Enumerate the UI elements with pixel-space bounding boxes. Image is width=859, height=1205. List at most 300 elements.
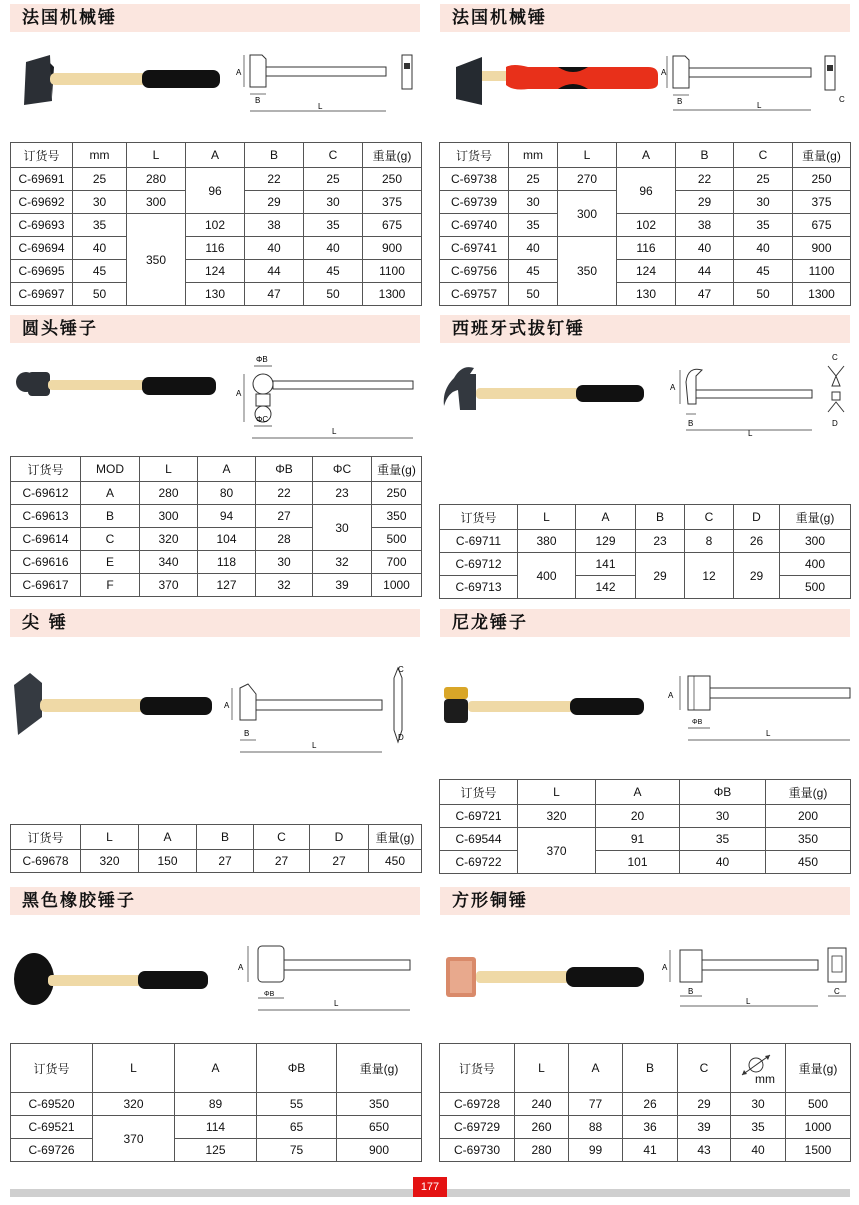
table-row <box>440 1139 851 1162</box>
cell: 35 <box>73 214 127 237</box>
cell: 900 <box>793 237 851 260</box>
table-row <box>11 1139 422 1162</box>
cell: 25 <box>734 168 793 191</box>
cell: 39 <box>313 574 372 597</box>
cell: 47 <box>245 283 304 306</box>
section-title-french-machinist-hammer-2: 法国机械锤 <box>440 4 850 32</box>
cell: 25 <box>509 168 558 191</box>
cell: 300 <box>780 530 851 553</box>
col-header: 订货号 <box>440 143 509 168</box>
col-header: B <box>676 143 734 168</box>
cell: 700 <box>372 551 422 574</box>
cell: C-69730 <box>440 1139 515 1162</box>
col-header: mm <box>509 143 558 168</box>
cell: 26 <box>734 530 780 553</box>
spec-table <box>10 824 422 873</box>
cell: C-69520 <box>11 1093 93 1116</box>
spec-table <box>439 1043 851 1162</box>
hammer-photo <box>440 675 650 735</box>
cell: 102 <box>617 214 676 237</box>
col-header: L <box>127 143 186 168</box>
dim-label: B <box>255 96 261 105</box>
cell: 25 <box>73 168 127 191</box>
cell: C-69695 <box>11 260 73 283</box>
col-header: A <box>175 1044 257 1093</box>
cell: 20 <box>596 805 680 828</box>
col-header: 重量(g) <box>363 143 422 168</box>
col-header: ΦB <box>257 1044 337 1093</box>
table-row <box>11 168 422 191</box>
dim-label: L <box>757 101 762 110</box>
cell: C-69726 <box>11 1139 93 1162</box>
col-header: C <box>678 1044 731 1093</box>
cell: 30 <box>256 551 313 574</box>
col-header: L <box>93 1044 175 1093</box>
cell: 89 <box>175 1093 257 1116</box>
dim-label: L <box>746 997 751 1006</box>
col-header: ΦB <box>680 780 766 805</box>
cell: 370 <box>518 828 596 874</box>
col-header: 重量(g) <box>337 1044 422 1093</box>
cell: C-69729 <box>440 1116 515 1139</box>
cell: 45 <box>304 260 363 283</box>
cell: 29 <box>678 1093 731 1116</box>
cell: 44 <box>245 260 304 283</box>
cell: 55 <box>257 1093 337 1116</box>
col-header: B <box>197 825 254 850</box>
cell: 91 <box>596 828 680 851</box>
table-row <box>440 260 851 283</box>
spec-table <box>10 456 422 597</box>
cell: C-69544 <box>440 828 518 851</box>
cell: 125 <box>175 1139 257 1162</box>
dim-label: B <box>688 419 694 428</box>
cell: 260 <box>515 1116 569 1139</box>
table-row <box>11 283 422 306</box>
cell: 50 <box>734 283 793 306</box>
cell: 101 <box>596 851 680 874</box>
cell: 320 <box>518 805 596 828</box>
col-header: mm <box>73 143 127 168</box>
cell: 40 <box>73 237 127 260</box>
spec-table <box>439 142 851 306</box>
cell: 36 <box>623 1116 678 1139</box>
cell: C-69739 <box>440 191 509 214</box>
dim-label: B <box>677 97 683 106</box>
dim-label: A <box>224 701 230 710</box>
section-title-nylon-hammer: 尼龙锤子 <box>440 609 850 637</box>
table-row <box>440 805 851 828</box>
col-header: A <box>596 780 680 805</box>
cell: C-69756 <box>440 260 509 283</box>
cell: 320 <box>81 850 139 873</box>
cell: 30 <box>304 191 363 214</box>
hammer-photo <box>10 45 225 125</box>
dim-label: ΦB <box>264 991 275 998</box>
dim-label: ΦB <box>692 719 703 726</box>
cell: 77 <box>569 1093 623 1116</box>
cell: 370 <box>140 574 198 597</box>
cell: 500 <box>786 1093 851 1116</box>
dim-label: A <box>661 68 667 77</box>
table-row <box>11 850 422 873</box>
col-header-unit: mm <box>755 1072 775 1086</box>
table-row <box>11 260 422 283</box>
cell: 116 <box>186 237 245 260</box>
spec-table <box>10 1043 422 1162</box>
cell: 1500 <box>786 1139 851 1162</box>
cell: 40 <box>680 851 766 874</box>
cell: 30 <box>731 1093 786 1116</box>
cell: 250 <box>363 168 422 191</box>
cell: 29 <box>245 191 304 214</box>
cell: C-69697 <box>11 283 73 306</box>
col-header: C <box>685 505 734 530</box>
table-row <box>440 237 851 260</box>
cell: 141 <box>576 553 636 576</box>
table-row <box>11 1116 422 1139</box>
dim-label: B <box>688 987 694 996</box>
col-header: 订货号 <box>440 505 518 530</box>
cell: C-69712 <box>440 553 518 576</box>
col-header: 重量(g) <box>793 143 851 168</box>
cell: 114 <box>175 1116 257 1139</box>
dim-label: B <box>244 729 250 738</box>
cell: 350 <box>558 237 617 306</box>
section-title-square-copper-hammer: 方形铜锤 <box>440 887 850 915</box>
table-row <box>11 1093 422 1116</box>
col-header: 订货号 <box>11 825 81 850</box>
cell: 30 <box>313 505 372 551</box>
cell: 240 <box>515 1093 569 1116</box>
col-header: 订货号 <box>440 780 518 805</box>
cell: 29 <box>676 191 734 214</box>
cell: B <box>81 505 140 528</box>
cell: 40 <box>304 237 363 260</box>
cell: 130 <box>617 283 676 306</box>
spec-table <box>439 504 851 599</box>
cell: 94 <box>198 505 256 528</box>
cell: 350 <box>766 828 851 851</box>
table-header-row <box>440 143 851 168</box>
cell: 28 <box>256 528 313 551</box>
cell: 32 <box>256 574 313 597</box>
cell: 29 <box>734 553 780 599</box>
dim-label: L <box>312 741 317 750</box>
col-header: C <box>734 143 793 168</box>
cell: C-69616 <box>11 551 81 574</box>
cell: 400 <box>780 553 851 576</box>
table-header-row <box>11 1044 422 1093</box>
col-header: L <box>515 1044 569 1093</box>
cell: 375 <box>363 191 422 214</box>
cell: 30 <box>509 191 558 214</box>
table-row <box>440 851 851 874</box>
dim-label: ΦC <box>256 415 269 424</box>
col-header: L <box>518 505 576 530</box>
cell: 80 <box>198 482 256 505</box>
cell: 40 <box>731 1139 786 1162</box>
cell: 1300 <box>793 283 851 306</box>
cell: 39 <box>678 1116 731 1139</box>
col-header: L <box>558 143 617 168</box>
cell: 30 <box>734 191 793 214</box>
col-header: A <box>576 505 636 530</box>
spec-table <box>439 779 851 874</box>
cell: 40 <box>676 237 734 260</box>
cell: 27 <box>256 505 313 528</box>
cell: C-69678 <box>11 850 81 873</box>
cell: 375 <box>793 191 851 214</box>
dimension-drawing <box>232 45 422 120</box>
cell: C-69614 <box>11 528 81 551</box>
table-row <box>440 828 851 851</box>
cell: 45 <box>73 260 127 283</box>
cell: C-69692 <box>11 191 73 214</box>
cell: 280 <box>140 482 198 505</box>
cell: 340 <box>140 551 198 574</box>
dim-label: A <box>662 963 668 972</box>
cell: 50 <box>73 283 127 306</box>
cell: C-69694 <box>11 237 73 260</box>
dimension-drawing <box>660 940 852 1014</box>
table-header-row <box>440 505 851 530</box>
cell: 12 <box>685 553 734 599</box>
cell: C-69740 <box>440 214 509 237</box>
col-header: A <box>617 143 676 168</box>
cell: 900 <box>363 237 422 260</box>
cell: 142 <box>576 576 636 599</box>
cell: 38 <box>245 214 304 237</box>
cell: C-69521 <box>11 1116 93 1139</box>
cell: 27 <box>310 850 369 873</box>
cell: 75 <box>257 1139 337 1162</box>
cell: 96 <box>617 168 676 214</box>
cell: 320 <box>93 1093 175 1116</box>
cell: 675 <box>363 214 422 237</box>
cell: C-69757 <box>440 283 509 306</box>
cell: C-69713 <box>440 576 518 599</box>
cell: 900 <box>337 1139 422 1162</box>
cell: 129 <box>576 530 636 553</box>
cell: C-69612 <box>11 482 81 505</box>
table-row <box>440 553 851 576</box>
section-title-ball-peen-hammer: 圆头锤子 <box>10 315 420 343</box>
cell: C-69691 <box>11 168 73 191</box>
col-header: D <box>734 505 780 530</box>
cell: 35 <box>680 828 766 851</box>
cell: 22 <box>256 482 313 505</box>
cell: 22 <box>676 168 734 191</box>
dim-label: L <box>766 729 771 738</box>
cell: 500 <box>780 576 851 599</box>
cell: 44 <box>676 260 734 283</box>
cell: 118 <box>198 551 256 574</box>
cell: 27 <box>254 850 310 873</box>
col-header: 重量(g) <box>780 505 851 530</box>
cell: 250 <box>372 482 422 505</box>
col-header: ΦC <box>313 457 372 482</box>
table-row <box>11 237 422 260</box>
cell: A <box>81 482 140 505</box>
col-header: 订货号 <box>440 1044 515 1093</box>
cell: 150 <box>139 850 197 873</box>
cell: 32 <box>313 551 372 574</box>
cell: 45 <box>509 260 558 283</box>
cell: 650 <box>337 1116 422 1139</box>
col-header: L <box>518 780 596 805</box>
cell: 41 <box>623 1139 678 1162</box>
dim-label: A <box>236 68 242 77</box>
cell: 45 <box>734 260 793 283</box>
cell: 450 <box>766 851 851 874</box>
cell: 300 <box>127 191 186 214</box>
col-header: 重量(g) <box>369 825 422 850</box>
cell: 350 <box>337 1093 422 1116</box>
section-title-spanish-claw-hammer: 西班牙式拔钉锤 <box>440 315 850 343</box>
cell: 300 <box>140 505 198 528</box>
cell: 35 <box>734 214 793 237</box>
page-number: 177 <box>413 1177 447 1197</box>
cell: C-69693 <box>11 214 73 237</box>
col-header: A <box>139 825 197 850</box>
col-header: B <box>245 143 304 168</box>
cell: 50 <box>509 283 558 306</box>
dimension-drawing <box>224 660 422 756</box>
cell: 40 <box>509 237 558 260</box>
cell: 27 <box>197 850 254 873</box>
col-header: 订货号 <box>11 457 81 482</box>
hammer-photo <box>440 945 650 1015</box>
table-row <box>11 505 422 528</box>
cell: C-69728 <box>440 1093 515 1116</box>
col-header: C <box>304 143 363 168</box>
hammer-photo <box>10 665 220 745</box>
cell: 370 <box>93 1116 175 1162</box>
dim-label: A <box>236 389 242 398</box>
col-header: 订货号 <box>11 1044 93 1093</box>
table-row <box>11 214 422 237</box>
cell: 300 <box>558 191 617 237</box>
cell: 50 <box>304 283 363 306</box>
cell: 400 <box>518 553 576 599</box>
cell: 35 <box>731 1116 786 1139</box>
cell: 65 <box>257 1116 337 1139</box>
dim-label: C <box>839 95 845 104</box>
cell: 675 <box>793 214 851 237</box>
cell: 250 <box>793 168 851 191</box>
cell: 23 <box>313 482 372 505</box>
col-header: B <box>636 505 685 530</box>
cell: 99 <box>569 1139 623 1162</box>
cell: F <box>81 574 140 597</box>
dim-label: A <box>670 383 676 392</box>
cell: C-69738 <box>440 168 509 191</box>
cell: C-69721 <box>440 805 518 828</box>
cell: 124 <box>186 260 245 283</box>
cell: 35 <box>509 214 558 237</box>
cell: C-69741 <box>440 237 509 260</box>
cell: 23 <box>636 530 685 553</box>
cell: 116 <box>617 237 676 260</box>
dimension-drawing <box>660 668 852 748</box>
col-header <box>731 1044 786 1093</box>
cell: C-69617 <box>11 574 81 597</box>
cell: 30 <box>73 191 127 214</box>
col-header: A <box>569 1044 623 1093</box>
cell: 1100 <box>363 260 422 283</box>
col-header: A <box>198 457 256 482</box>
cell: 350 <box>372 505 422 528</box>
cell: 43 <box>678 1139 731 1162</box>
col-header: 重量(g) <box>766 780 851 805</box>
cell: 38 <box>676 214 734 237</box>
cell: E <box>81 551 140 574</box>
cell: C-69722 <box>440 851 518 874</box>
cell: C-69613 <box>11 505 81 528</box>
col-header: A <box>186 143 245 168</box>
dimension-drawing <box>663 48 853 120</box>
cell: 200 <box>766 805 851 828</box>
table-row <box>11 551 422 574</box>
table-row <box>11 482 422 505</box>
dim-label: C <box>398 665 404 674</box>
col-header: D <box>310 825 369 850</box>
dimension-drawing <box>232 352 422 444</box>
dim-label: L <box>748 429 753 438</box>
col-header: C <box>254 825 310 850</box>
cell: 280 <box>515 1139 569 1162</box>
table-row <box>440 168 851 191</box>
cell: 130 <box>186 283 245 306</box>
section-title-french-machinist-hammer-1: 法国机械锤 <box>10 4 420 32</box>
dim-label: L <box>334 999 339 1008</box>
dim-label: C <box>832 353 838 362</box>
cell: 25 <box>304 168 363 191</box>
hammer-photo <box>10 360 220 420</box>
cell: 104 <box>198 528 256 551</box>
dim-label: ΦB <box>256 355 268 364</box>
cell: C <box>81 528 140 551</box>
dim-label: D <box>832 419 838 428</box>
dim-label: A <box>238 963 244 972</box>
cell: 47 <box>676 283 734 306</box>
col-header: 重量(g) <box>786 1044 851 1093</box>
col-header: B <box>623 1044 678 1093</box>
cell: 1100 <box>793 260 851 283</box>
dimension-drawing <box>662 352 852 440</box>
cell: 500 <box>372 528 422 551</box>
table-row <box>440 214 851 237</box>
cell: 35 <box>304 214 363 237</box>
cell: 270 <box>558 168 617 191</box>
table-header-row <box>11 143 422 168</box>
dimension-drawing <box>230 940 422 1020</box>
cell: 22 <box>245 168 304 191</box>
cell: 320 <box>140 528 198 551</box>
dim-label: D <box>398 733 404 742</box>
col-header: ΦB <box>256 457 313 482</box>
cell: 40 <box>245 237 304 260</box>
col-header: 订货号 <box>11 143 73 168</box>
table-row <box>11 574 422 597</box>
cell: 280 <box>127 168 186 191</box>
section-title-black-rubber-mallet: 黑色橡胶锤子 <box>10 887 420 915</box>
table-header-row <box>440 780 851 805</box>
hammer-photo <box>440 360 650 430</box>
cell: 450 <box>369 850 422 873</box>
cell: 1300 <box>363 283 422 306</box>
